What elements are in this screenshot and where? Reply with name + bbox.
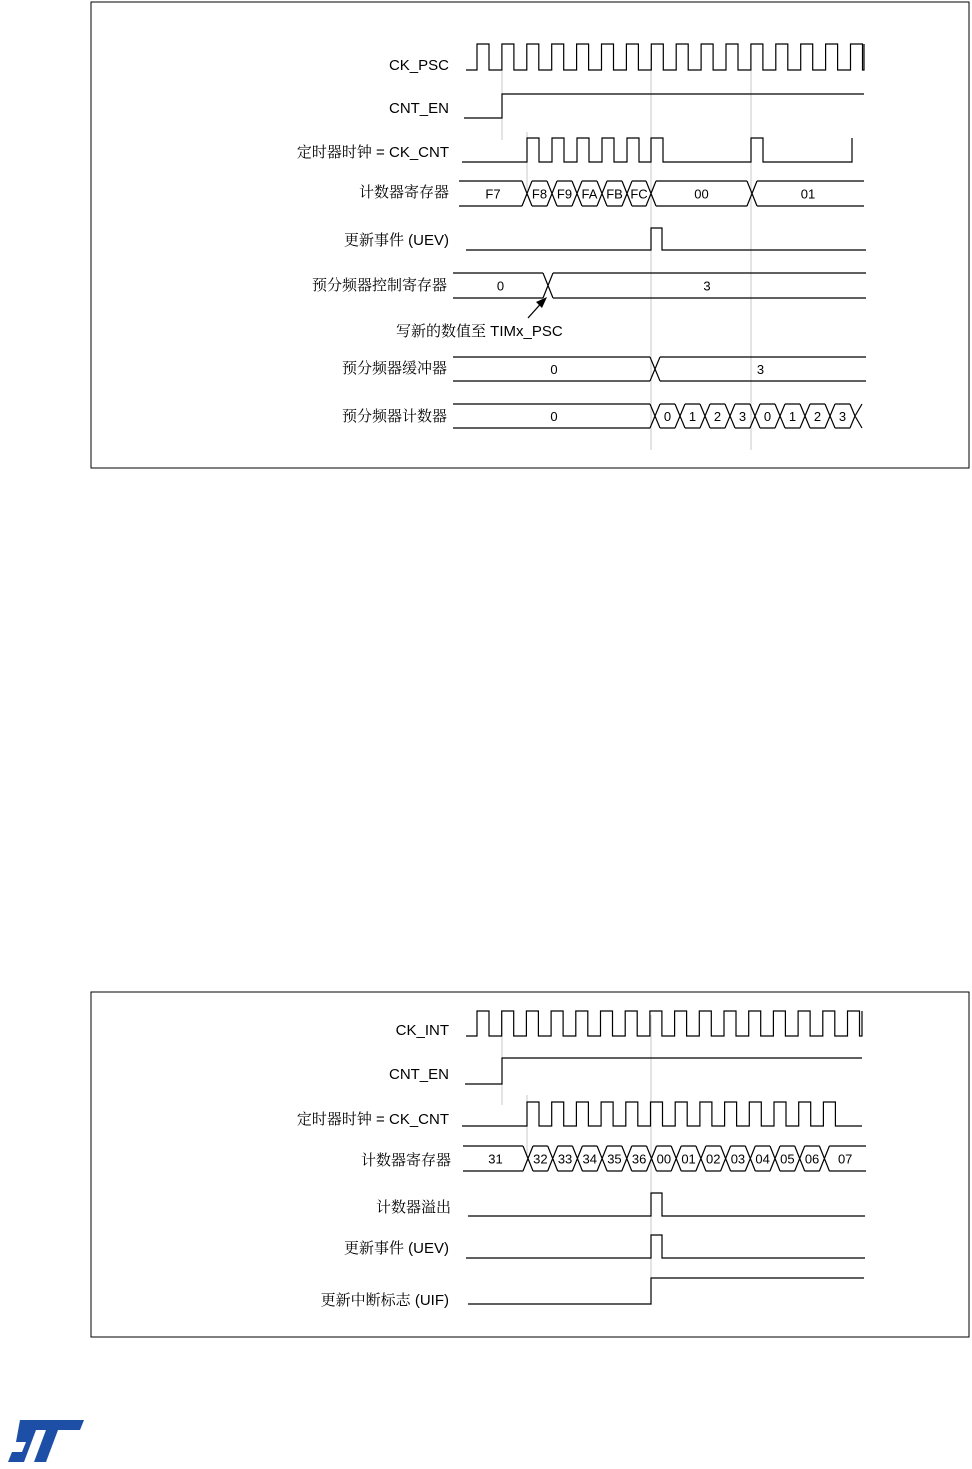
counter-register-value: 02 xyxy=(706,1151,721,1167)
prescaler-buffer-outline xyxy=(453,357,866,381)
update-event-waveform xyxy=(466,228,866,250)
prescaler-counter-value: 0 xyxy=(663,409,672,424)
write-annotation xyxy=(396,297,563,340)
label-update-event: 更新事件 (UEV) xyxy=(343,232,449,249)
prescaler-counter-value: 3 xyxy=(738,409,747,424)
prescaler-counter-bus xyxy=(453,404,862,428)
label-cnt-en: CNT_EN xyxy=(388,1066,449,1083)
counter-register-value: 33 xyxy=(557,1151,573,1167)
label-prescaler-counter: 预分频器计数器 xyxy=(341,408,447,425)
counter-register-value: FA xyxy=(581,186,598,202)
prescaler-control-value: 0 xyxy=(496,278,505,294)
counter-register-value: 05 xyxy=(780,1151,795,1167)
timing-diagram-prescaler-change xyxy=(0,0,972,480)
counter-register-value: 04 xyxy=(755,1151,770,1167)
prescaler-counter-value: 1 xyxy=(688,409,697,424)
timer-clock-waveform xyxy=(462,138,852,162)
prescaler-buffer-bus xyxy=(453,357,866,381)
prescaler-counter-value: 1 xyxy=(788,409,797,424)
ck-psc-waveform xyxy=(466,44,864,70)
st-logo-icon xyxy=(6,1418,86,1464)
cnt-en-waveform xyxy=(465,1058,862,1084)
diagram-frame xyxy=(91,2,969,468)
prescaler-control-bus xyxy=(453,273,866,298)
counter-register-value: 00 xyxy=(656,1151,672,1167)
update-interrupt-flag-waveform xyxy=(468,1278,864,1304)
prescaler-buffer-value: 3 xyxy=(756,362,765,377)
counter-register-value: 01 xyxy=(681,1151,696,1167)
label-counter-overflow: 计数器溢出 xyxy=(375,1199,451,1216)
timer-clock-waveform xyxy=(462,1102,862,1126)
counter-register-value: 06 xyxy=(804,1151,820,1167)
label-ck-psc: CK_PSC xyxy=(388,57,449,74)
counter-register-value: 03 xyxy=(730,1151,746,1167)
timing-diagram-counter-overflow xyxy=(0,985,972,1345)
label-prescaler-control: 预分频器控制寄存器 xyxy=(311,277,447,294)
counter-register-bus xyxy=(463,1146,866,1171)
counter-register-value: 32 xyxy=(533,1151,548,1167)
counter-register-value: 00 xyxy=(694,186,709,202)
prescaler-counter-value: 2 xyxy=(713,409,722,424)
prescaler-counter-value: 2 xyxy=(813,409,822,424)
prescaler-counter-value: 0 xyxy=(550,409,558,424)
annotation-text: 写新的数值至 TIMx_PSC xyxy=(396,323,563,340)
cnt-en-waveform xyxy=(464,94,864,118)
counter-register-value: FB xyxy=(606,186,623,202)
label-update-interrupt-flag: 更新中断标志 (UIF) xyxy=(320,1292,449,1309)
label-timer-clock: 定时器时钟 = CK_CNT xyxy=(296,144,449,161)
counter-register-value: F7 xyxy=(485,186,501,202)
prescaler-counter-tail xyxy=(855,404,862,428)
counter-register-value: F9 xyxy=(556,186,573,202)
counter-register-value: 35 xyxy=(607,1151,622,1167)
counter-register-value: 34 xyxy=(582,1151,597,1167)
counter-register-value: 36 xyxy=(631,1151,647,1167)
ck-int-waveform xyxy=(466,1011,862,1036)
label-ck-int: CK_INT xyxy=(395,1022,449,1039)
prescaler-counter-value: 3 xyxy=(838,409,847,424)
counter-register-value: 07 xyxy=(837,1151,853,1167)
counter-register-value: F8 xyxy=(531,186,548,202)
counter-overflow-waveform xyxy=(468,1193,865,1216)
label-update-event: 更新事件 (UEV) xyxy=(343,1240,449,1257)
counter-register-value: 01 xyxy=(800,186,816,202)
prescaler-buffer-value: 0 xyxy=(550,362,558,377)
label-prescaler-buffer: 预分频器缓冲器 xyxy=(341,360,447,377)
prescaler-counter-value: 0 xyxy=(763,409,772,424)
prescaler-control-outline xyxy=(453,273,866,298)
label-counter-register: 计数器寄存器 xyxy=(360,1152,451,1169)
prescaler-control-value: 3 xyxy=(703,278,711,294)
counter-register-value: FC xyxy=(630,186,648,202)
label-cnt-en: CNT_EN xyxy=(388,100,449,117)
counter-register-value: 31 xyxy=(488,1151,503,1167)
counter-register-bus xyxy=(459,181,864,206)
label-counter-register: 计数器寄存器 xyxy=(358,184,449,201)
update-event-waveform xyxy=(466,1235,865,1258)
label-timer-clock: 定时器时钟 = CK_CNT xyxy=(296,1111,449,1128)
